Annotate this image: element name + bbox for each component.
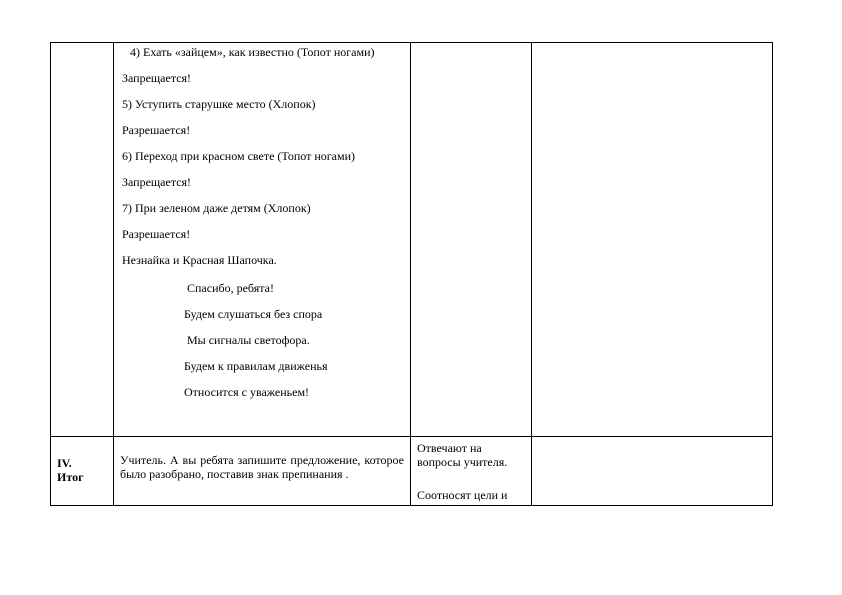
poem-line: Относится с уваженьем!	[184, 385, 310, 399]
game-line: 5) Уступить старушке место (Хлопок)	[122, 97, 316, 111]
poem-line: Будем слушаться без спора	[184, 307, 323, 321]
stage-cell	[51, 437, 114, 506]
table-row	[51, 437, 773, 506]
student-activity-cell	[411, 43, 532, 437]
characters-line: Незнайка и Красная Шапочка.	[122, 253, 277, 267]
stage-title: Итог	[57, 470, 84, 484]
game-line: Разрешается!	[122, 227, 191, 241]
lesson-plan-table	[50, 42, 773, 506]
content-cell	[114, 43, 411, 437]
poem-line: Будем к правилам движенья	[184, 359, 328, 373]
game-line: Запрещается!	[122, 175, 192, 189]
student-activity-cell	[411, 437, 532, 506]
game-line: 6) Переход при красном свете (Топот ногами)	[122, 149, 356, 163]
student-activity-line: вопросы учителя.	[417, 455, 508, 469]
game-line: 7) При зеленом даже детям (Хлопок)	[122, 201, 311, 215]
student-activity-line: Отвечают на	[417, 441, 482, 455]
teacher-instruction: Учитель. А вы ребята запишите предложение, которое было разобрано, поставив знак препинания .	[120, 453, 404, 481]
student-activity-line: Соотносят цели и	[417, 488, 508, 502]
game-line: 4) Ехать «зайцем», как известно (Топот ногами)	[130, 45, 375, 59]
content-cell	[114, 437, 411, 506]
game-line: Запрещается!	[122, 71, 192, 85]
stage-cell	[51, 43, 114, 437]
poem-line: Мы сигналы светофора.	[187, 333, 310, 347]
stage-number: IV.	[57, 456, 72, 470]
notes-cell	[532, 437, 773, 506]
notes-cell	[532, 43, 773, 437]
table-row	[51, 43, 773, 437]
game-line: Разрешается!	[122, 123, 191, 137]
poem-line: Спасибо, ребята!	[187, 281, 274, 295]
